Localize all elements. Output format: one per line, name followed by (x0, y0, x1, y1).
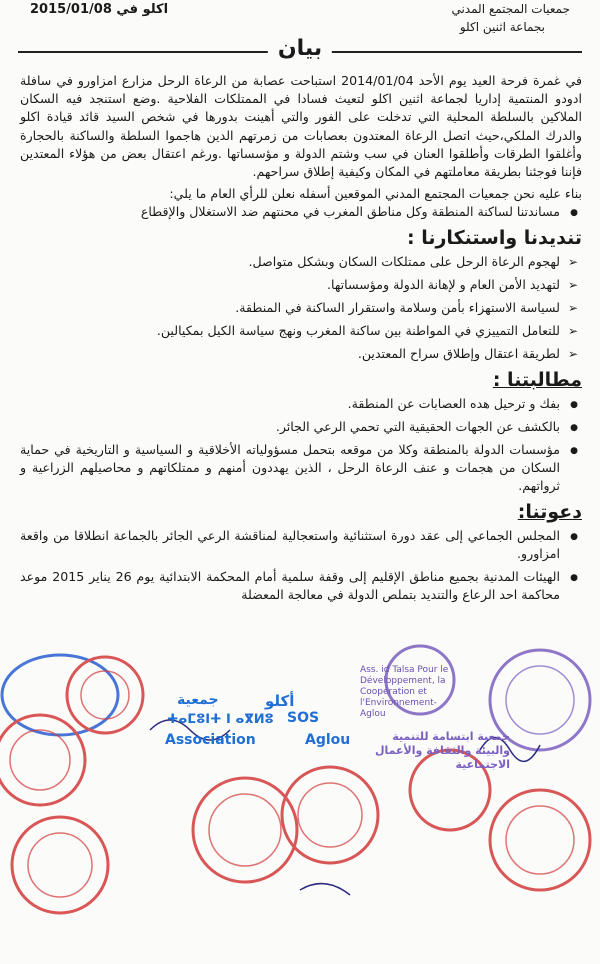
stamp-caption-ar: جمعية ابتسامة للتنمية والبيئة والثقافة والأعمال الاجتماعية (374, 730, 510, 771)
list-item: ● بالكشف عن الجهات الحقيقية التي تحمي الرعي الجائر. (20, 418, 560, 436)
org-name: جمعيات المجتمع المدني (451, 2, 570, 16)
demands-heading: مطالبتنا : (492, 369, 582, 392)
stamps-area (0, 640, 600, 960)
intro-paragraph: في غمرة فرحة العيد يوم الأحد 2014/01/04 استباحت عصابة من الرعاة الرحل مزارع امزاورو في سافلة ادودو المنتمية إداريا لجماعة اثنين اكلو لتعيث فسادا في الممتلكات الفلاحية .وضع استنجد فيه السكان الملاكين بالسلطة المحلية التي تدخلت على الفور والتي أهينت بدورها في شخص السيد قائد قيادة اكلو والدرك الملكي،حيث اتصل الرعاة المعتدون بعصابات من زمرتهم الدين هاجموا السلطة والساكنة بالحجارة وأغلقوا الطرقات وأطلقوا العنان في سب وشتم الدولة و مؤسساتها .ورغم اعتقال بعض من هؤلاء المعتدين فإننا فوجئنا بطريقة معاملتهم في المكان وكيفية إطلاق سراحهم. (20, 73, 582, 180)
condemn-list (20, 253, 582, 363)
list-item: ➢ لسياسة الاستهزاء بأمن وسلامة واستقرار الساكنة في المنطقة. (20, 299, 560, 317)
red-stamp-bottom-left (12, 817, 108, 913)
red-stamp-bottom-right (490, 790, 590, 890)
list-item: ● مؤسسات الدولة بالمنطقة وكلا من موقعه بتحمل مسؤولياته الأخلاقية و السياسية و التاريخية في حماية السكان من هجمات و عنف الرعاة الرحل ، الذين يهددون أمنهم و ممتلكاتهم و محاصيلهم الزراعية و ثرواتهم. (20, 441, 560, 495)
statement-body (20, 72, 582, 609)
association-logo (165, 692, 351, 762)
assoc-tifinagh: ⵜⴰⵎⵓⵏⵜ ⵏ ⴰⴳⵍⵓ (167, 712, 274, 727)
stamps-drawing (0, 640, 600, 960)
list-item: ➢ لطريقة اعتقال وإطلاق سراح المعتدين. (20, 345, 560, 363)
org-location: بجماعة اثنين اكلو (459, 20, 545, 34)
demands-list (20, 395, 582, 495)
header-line (30, 2, 570, 20)
calls-list (20, 527, 582, 604)
list-item: ● بفك و ترحيل هده العصابات عن المنطقة. (20, 395, 560, 413)
title-block (18, 36, 582, 68)
stamp-caption-fr: Ass. id Talsa Pour le Développement, la Coopération et l'Environnement-Aglou (360, 665, 449, 719)
red-stamp-center-right (282, 767, 378, 863)
signature-3 (300, 884, 350, 895)
list-item: ● المجلس الجماعي إلى عقد دورة استثنائية واستعجالية لمناقشة الرعي الجائر بالجماعة انطلاقا من واقعة امزاورو. (20, 527, 560, 563)
calls-heading: دعوتنا: (517, 501, 582, 524)
condemn-heading: تنديدنا واستنكارنا : (407, 227, 582, 250)
blue-stamp-left (2, 655, 118, 735)
red-stamp-left (0, 715, 85, 805)
support-list (20, 203, 582, 221)
list-item: ➢ لتهديد الأمن العام و لإهانة الدولة ومؤسساتها. (20, 276, 560, 294)
list-item: ➢ لهجوم الرعاة الرحل على ممتلكات السكان وبشكل متواصل. (20, 253, 560, 271)
list-item: ● مساندتنا لساكنة المنطقة وكل مناطق المغرب في محنتهم ضد الاستغلال والإقطاع (20, 203, 560, 221)
assoc-latin: Association (165, 732, 256, 748)
document-date: اكلو في 2015/01/08 (30, 2, 169, 17)
list-item: ● الهيئات المدنية بجميع مناطق الإقليم إلى وقفة سلمية أمام المحكمة الابتدائية يوم 26 يناير 2015 موعد محاكمة احد الرعاع والتنديد بتملص الدولة في معالجة المعضلة (20, 568, 560, 604)
declaration-intro: بناء عليه نحن جمعيات المجتمع المدني الموقعين أسفله نعلن للرأي العام ما يلي: (169, 186, 582, 202)
assoc-arabic: أكلو (265, 692, 295, 710)
list-item: ➢ للتعامل التمييزي في المواطنة بين ساكنة المغرب ونهج سياسة الكيل بمكيالين. (20, 322, 560, 340)
document-title: بيان (268, 36, 332, 61)
sos-mark: SOS (287, 710, 320, 726)
aglou-mark: Aglou (305, 732, 351, 748)
assoc-arabic-2: جمعية (177, 692, 219, 708)
